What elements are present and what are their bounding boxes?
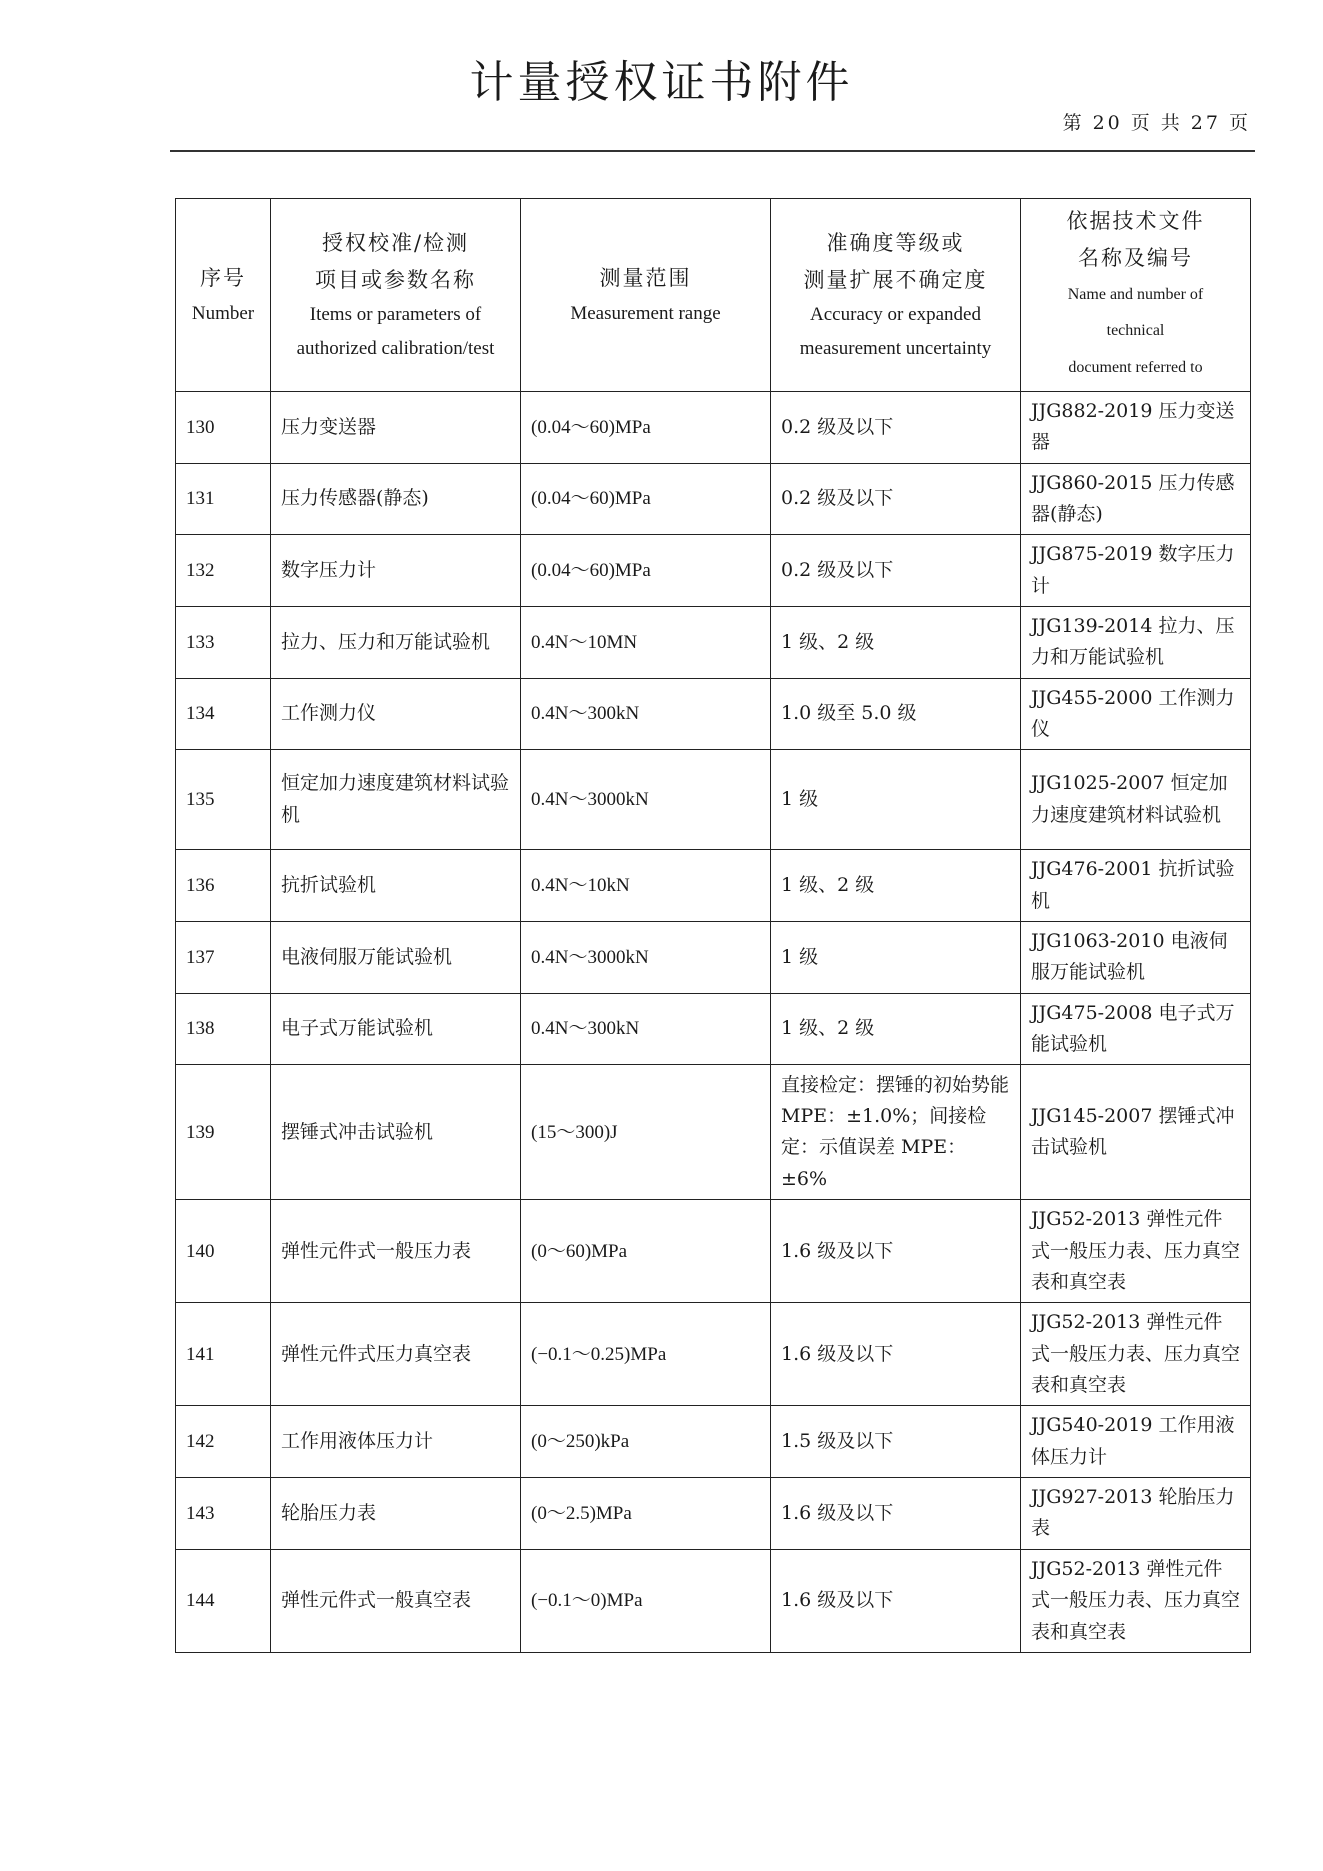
page-total: 27 <box>1190 112 1221 134</box>
header-accuracy-en-2: measurement uncertainty <box>799 337 992 359</box>
table-row <box>176 391 1251 463</box>
table-row <box>176 535 1251 607</box>
row-range: (0～60)MPa <box>521 1200 771 1303</box>
row-accuracy: 0.2 级及以下 <box>771 535 1021 607</box>
header-accuracy-en-1: Accuracy or expanded <box>810 304 981 326</box>
table-row <box>176 922 1251 994</box>
header-item-en-2: authorized calibration/test <box>296 337 495 359</box>
row-accuracy: 1.6 级及以下 <box>771 1200 1021 1303</box>
row-document: JJG875-2019 数字压力计 <box>1021 535 1251 607</box>
row-document: JJG476-2001 抗折试验机 <box>1021 850 1251 922</box>
row-range: (−0.1～0)MPa <box>521 1549 771 1652</box>
header-document-en-1: Name and number of <box>1067 285 1204 303</box>
row-item: 数字压力计 <box>271 535 521 607</box>
row-number: 138 <box>176 993 271 1065</box>
row-number: 137 <box>176 922 271 994</box>
row-number: 131 <box>176 463 271 535</box>
row-range: (0～250)kPa <box>521 1406 771 1478</box>
document-title: 计量授权证书附件 <box>469 57 854 108</box>
row-range: 0.4N～300kN <box>521 678 771 750</box>
header-document-en-2: technical <box>1106 322 1165 340</box>
table-row <box>176 1549 1251 1652</box>
row-document: JJG139-2014 拉力、压力和万能试验机 <box>1021 606 1251 678</box>
row-number: 135 <box>176 750 271 850</box>
row-accuracy: 1 级 <box>771 750 1021 850</box>
row-number: 140 <box>176 1200 271 1303</box>
header-range-en: Measurement range <box>570 302 721 324</box>
header-number-en: Number <box>191 302 255 324</box>
row-document: JJG145-2007 摆锤式冲击试验机 <box>1021 1065 1251 1200</box>
page-label-ye-2: 页 <box>1228 112 1251 134</box>
row-number: 143 <box>176 1478 271 1550</box>
header-number-zh: 序号 <box>200 265 246 290</box>
row-document: JJG52-2013 弹性元件式一般压力表、压力真空表和真空表 <box>1021 1549 1251 1652</box>
page-number <box>1059 108 1255 135</box>
row-accuracy: 1.6 级及以下 <box>771 1478 1021 1550</box>
table-row <box>176 1478 1251 1550</box>
header-item-en-1: Items or parameters of <box>309 304 482 326</box>
table-row <box>176 1065 1251 1200</box>
row-item: 恒定加力速度建筑材料试验机 <box>271 750 521 850</box>
row-accuracy: 0.2 级及以下 <box>771 391 1021 463</box>
row-number: 130 <box>176 391 271 463</box>
row-number: 141 <box>176 1303 271 1406</box>
header-number <box>176 199 271 392</box>
header-document-en-3: document referred to <box>1068 359 1203 377</box>
header-divider <box>170 150 1255 152</box>
row-document: JJG882-2019 压力变送器 <box>1021 391 1251 463</box>
page-label-ye: 页 <box>1130 112 1153 134</box>
row-item: 电液伺服万能试验机 <box>271 922 521 994</box>
header-accuracy-zh-2: 测量扩展不确定度 <box>803 267 988 292</box>
table-row <box>176 606 1251 678</box>
header-accuracy <box>771 199 1021 392</box>
header-document-zh-1: 依据技术文件 <box>1066 209 1205 233</box>
header-accuracy-zh-1: 准确度等级或 <box>826 230 965 255</box>
row-range: 0.4N～10kN <box>521 850 771 922</box>
row-accuracy: 1.6 级及以下 <box>771 1549 1021 1652</box>
table-row <box>176 1200 1251 1303</box>
row-accuracy: 1.6 级及以下 <box>771 1303 1021 1406</box>
table-row <box>176 750 1251 850</box>
header-item-zh-2: 项目或参数名称 <box>315 267 476 292</box>
row-item: 工作测力仪 <box>271 678 521 750</box>
row-document: JJG52-2013 弹性元件式一般压力表、压力真空表和真空表 <box>1021 1200 1251 1303</box>
row-accuracy: 直接检定：摆锤的初始势能 MPE：±1.0%；间接检定：示值误差 MPE：±6% <box>771 1065 1021 1200</box>
row-accuracy: 1 级 <box>771 922 1021 994</box>
header-item-zh-1: 授权校准/检测 <box>321 230 470 255</box>
authorization-table <box>175 198 1251 1653</box>
row-number: 142 <box>176 1406 271 1478</box>
row-range: (0.04～60)MPa <box>521 535 771 607</box>
row-item: 电子式万能试验机 <box>271 993 521 1065</box>
table-row <box>176 1303 1251 1406</box>
header-item <box>271 199 521 392</box>
row-document: JJG927-2013 轮胎压力表 <box>1021 1478 1251 1550</box>
header-range-zh: 测量范围 <box>599 265 692 290</box>
row-item: 摆锤式冲击试验机 <box>271 1065 521 1200</box>
row-item: 拉力、压力和万能试验机 <box>271 606 521 678</box>
header-range <box>521 199 771 392</box>
row-range: (0.04～60)MPa <box>521 463 771 535</box>
row-range: (−0.1～0.25)MPa <box>521 1303 771 1406</box>
row-item: 轮胎压力表 <box>271 1478 521 1550</box>
row-number: 139 <box>176 1065 271 1200</box>
row-document: JJG52-2013 弹性元件式一般压力表、压力真空表和真空表 <box>1021 1303 1251 1406</box>
table-row <box>176 850 1251 922</box>
row-document: JJG860-2015 压力传感器(静态) <box>1021 463 1251 535</box>
page-current: 20 <box>1092 112 1123 134</box>
table-row <box>176 993 1251 1065</box>
row-item: 弹性元件式压力真空表 <box>271 1303 521 1406</box>
row-accuracy: 1 级、2 级 <box>771 850 1021 922</box>
row-accuracy: 0.2 级及以下 <box>771 463 1021 535</box>
page-label-gong: 共 <box>1160 112 1183 134</box>
row-accuracy: 1.0 级至 5.0 级 <box>771 678 1021 750</box>
row-document: JJG1025-2007 恒定加力速度建筑材料试验机 <box>1021 750 1251 850</box>
row-item: 工作用液体压力计 <box>271 1406 521 1478</box>
page-label-di: 第 <box>1062 112 1085 134</box>
row-accuracy: 1 级、2 级 <box>771 606 1021 678</box>
row-range: 0.4N～3000kN <box>521 750 771 850</box>
row-range: 0.4N～3000kN <box>521 922 771 994</box>
row-item: 弹性元件式一般压力表 <box>271 1200 521 1303</box>
row-item: 压力传感器(静态) <box>271 463 521 535</box>
row-document: JJG1063-2010 电液伺服万能试验机 <box>1021 922 1251 994</box>
row-accuracy: 1 级、2 级 <box>771 993 1021 1065</box>
row-range: (15～300)J <box>521 1065 771 1200</box>
row-range: 0.4N～10MN <box>521 606 771 678</box>
row-number: 144 <box>176 1549 271 1652</box>
table-row <box>176 678 1251 750</box>
table-row <box>176 1406 1251 1478</box>
row-item: 弹性元件式一般真空表 <box>271 1549 521 1652</box>
row-document: JJG475-2008 电子式万能试验机 <box>1021 993 1251 1065</box>
row-item: 压力变送器 <box>271 391 521 463</box>
row-range: (0～2.5)MPa <box>521 1478 771 1550</box>
row-range: 0.4N～300kN <box>521 993 771 1065</box>
row-number: 132 <box>176 535 271 607</box>
row-number: 134 <box>176 678 271 750</box>
row-document: JJG540-2019 工作用液体压力计 <box>1021 1406 1251 1478</box>
table-row <box>176 463 1251 535</box>
row-document: JJG455-2000 工作测力仪 <box>1021 678 1251 750</box>
row-number: 136 <box>176 850 271 922</box>
row-range: (0.04～60)MPa <box>521 391 771 463</box>
header-document-zh-2: 名称及编号 <box>1078 245 1193 270</box>
row-accuracy: 1.5 级及以下 <box>771 1406 1021 1478</box>
table-header-row <box>176 199 1251 392</box>
row-number: 133 <box>176 606 271 678</box>
header-document <box>1021 199 1251 392</box>
row-item: 抗折试验机 <box>271 850 521 922</box>
